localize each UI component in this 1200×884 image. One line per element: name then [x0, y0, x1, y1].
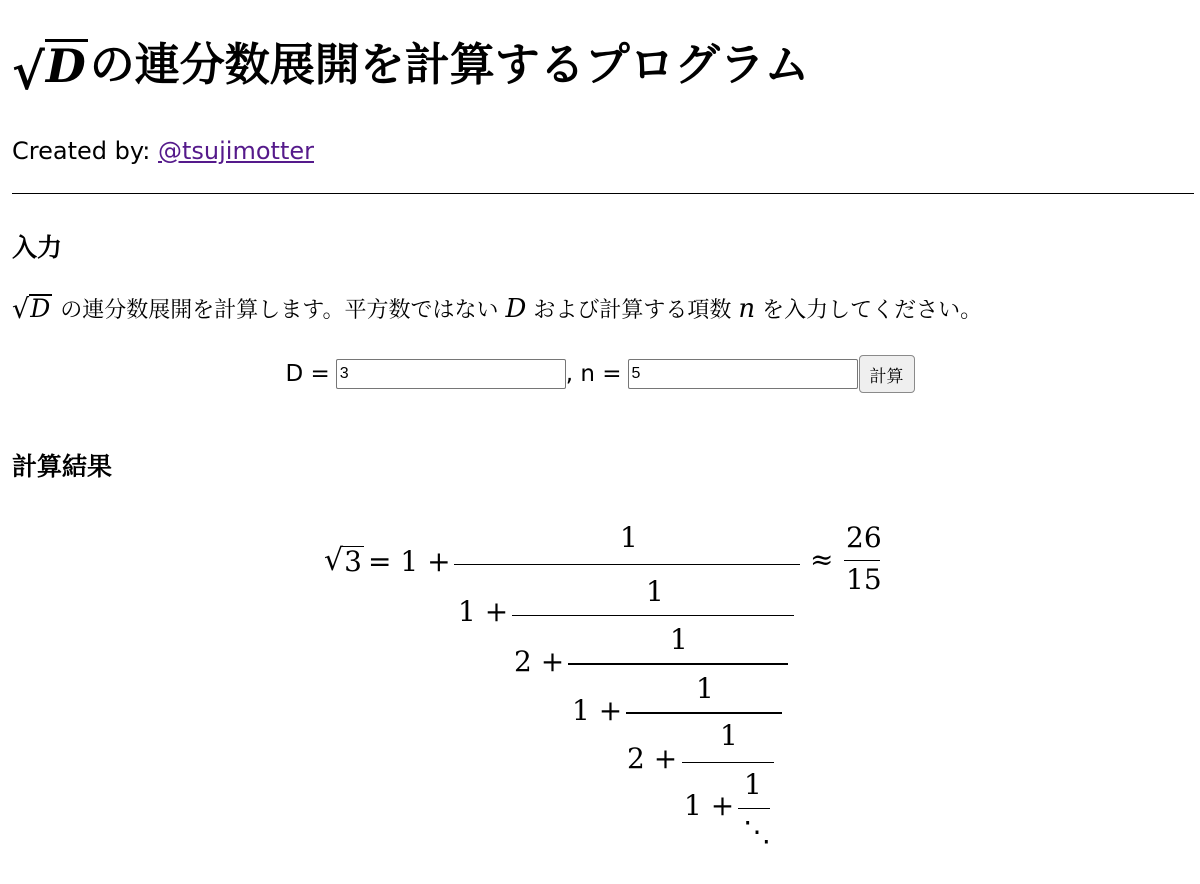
- cf-ellipsis: ⋱: [743, 815, 771, 848]
- desc-text-1: の連分数展開を計算します。平方数ではない: [60, 298, 499, 323]
- cf-approx-numerator: 26: [846, 521, 882, 554]
- cf-fraction-bar-0: [454, 564, 800, 565]
- cf-term-3: 1 +: [572, 694, 623, 727]
- desc-text-3: を入力してください。: [762, 298, 983, 323]
- author-link[interactable]: @tsujimotter: [158, 137, 314, 165]
- input-heading: 入力: [12, 233, 63, 262]
- cf-sqrt: √ 3: [324, 543, 362, 579]
- calculate-button[interactable]: 計算: [859, 355, 915, 393]
- cf-fraction-bar-3: [626, 712, 782, 714]
- desc-symbol-n: n: [738, 293, 756, 324]
- cf-approx-sign: ≈: [810, 543, 834, 576]
- cf-fraction-bar-2: [568, 663, 788, 665]
- cf-approx-denominator: 15: [846, 563, 882, 596]
- page-title: [12, 0, 1193, 100]
- input-form: [0, 355, 1200, 393]
- title-sqrt-symbol: √ D: [12, 39, 86, 101]
- desc-text-2: および計算する項数: [533, 298, 732, 323]
- cf-numerator-2: 1: [670, 623, 688, 656]
- cf-fraction-bar-1: [512, 615, 794, 616]
- cf-numerator-4: 1: [720, 719, 738, 752]
- cf-fraction-bar-4: [682, 762, 774, 763]
- title-text: の連分数展開を計算するプログラム: [89, 38, 810, 91]
- cf-approx-bar: [844, 560, 880, 561]
- n-label: , n =: [565, 361, 622, 387]
- cf-fraction-bar-5: [738, 808, 770, 809]
- d-input[interactable]: [336, 359, 566, 389]
- cf-numerator-5: 1: [744, 768, 762, 801]
- cf-term-5: 1 +: [684, 789, 735, 822]
- d-label: D =: [285, 361, 330, 387]
- cf-numerator-1: 1: [646, 575, 664, 608]
- credit-line: [12, 137, 314, 165]
- cf-numerator-3: 1: [696, 672, 714, 705]
- desc-sqrt-symbol: √ D: [12, 293, 51, 325]
- result-heading: 計算結果: [12, 452, 113, 481]
- input-description: [12, 293, 982, 324]
- cf-equals: = 1 +: [368, 545, 451, 578]
- n-input[interactable]: [628, 359, 858, 389]
- cf-term-2: 2 +: [514, 645, 565, 678]
- cf-numerator-0: 1: [620, 521, 638, 554]
- cf-term-1: 1 +: [458, 595, 509, 628]
- divider: [12, 193, 1194, 194]
- cf-term-4: 2 +: [627, 742, 678, 775]
- credit-label: Created by:: [12, 137, 159, 165]
- desc-symbol-d: D: [505, 293, 527, 324]
